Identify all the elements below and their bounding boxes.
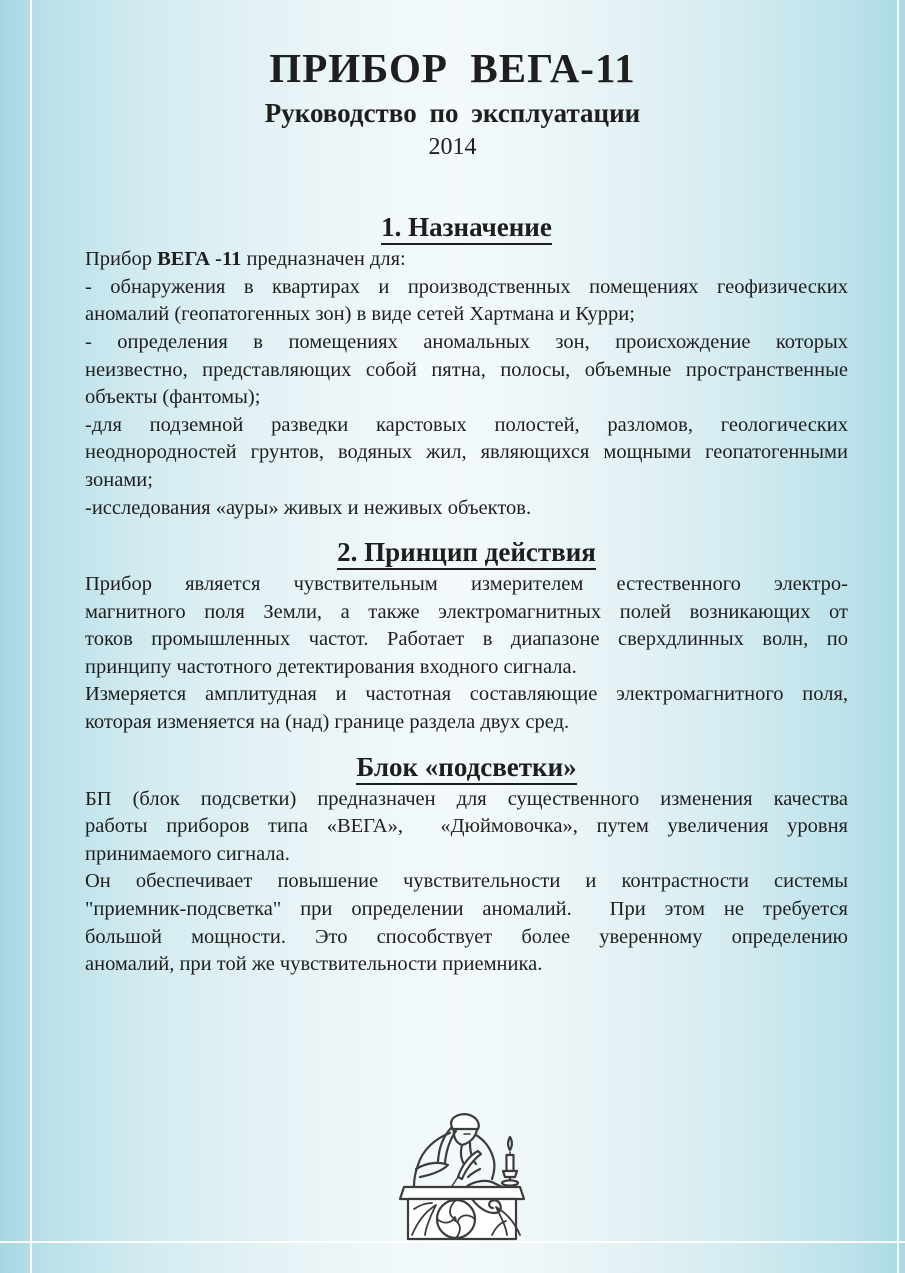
section-backlight-unit	[85, 752, 848, 979]
body-line: неоднородностей грунтов, водяных жил, являющихся мощными геопатогенными	[85, 441, 848, 464]
body-line: аномалий (геопатогенных зон) в виде сетей Хартмана и Курри;	[85, 303, 635, 326]
body-line: аномалий, при той же чувствительности приемника.	[85, 953, 543, 976]
frame-line-left	[30, 0, 32, 1273]
body-line: магнитного поля Земли, а также электромагнитных полей возникающих от	[85, 600, 848, 623]
scribe-illustration	[392, 1107, 542, 1247]
body-line: объекты (фантомы);	[85, 386, 261, 409]
body-line: БП (блок подсветки) предназначен для существенного изменения качества	[85, 787, 848, 810]
body-line: - определения в помещениях аномальных зон, происхождение которых	[85, 330, 848, 353]
body-line: работы приборов типа «ВЕГА», «Дюймовочка», путем увеличения уровня	[85, 815, 848, 838]
paragraph	[85, 681, 848, 736]
paragraph	[85, 495, 848, 523]
intro-line	[85, 248, 406, 270]
body-line: большой мощности. Это способствует более уверенному определению	[85, 925, 848, 948]
body-line: -для подземной разведки карстовых полостей, разломов, геологических	[85, 413, 848, 436]
page-year: 2014	[428, 133, 477, 160]
body-line: Измеряется амплитудная и частотная составляющие электромагнитного поля,	[85, 683, 848, 706]
section-heading-text: 2. Принцип действия	[337, 537, 596, 570]
section-heading-text: Блок «подсветки»	[356, 752, 576, 785]
body-line: зонами;	[85, 468, 153, 491]
document-header	[0, 0, 905, 160]
body-line: неизвестно, представляющих собой пятна, полосы, объемные пространственные	[85, 358, 848, 381]
device-name-bold: ВЕГА -11	[157, 248, 242, 271]
paragraph	[85, 246, 848, 274]
paragraph	[85, 868, 848, 978]
section-purpose	[85, 212, 848, 522]
paragraph	[85, 571, 848, 681]
frame-line-bottom	[0, 1241, 905, 1243]
section-principle	[85, 537, 848, 737]
frame-line-right	[897, 0, 899, 1273]
page-subtitle: Руководство по эксплуатации	[264, 98, 641, 129]
body-line: -исследования «ауры» живых и неживых объектов.	[85, 496, 532, 519]
paragraph	[85, 274, 848, 329]
paragraph	[85, 412, 848, 495]
body-line: Прибор является чувствительным измерителем естественного электро-	[85, 573, 848, 596]
page-title: ПРИБОР ВЕГА-11	[269, 45, 636, 91]
section-heading-backlight	[85, 752, 848, 782]
body-line: принципу частотного детектирования входного сигнала.	[85, 655, 577, 678]
section-heading-text: 1. Назначение	[381, 212, 552, 245]
body-line: "приемник-подсветка" при определении аномалий. При этом не требуется	[85, 898, 848, 921]
body-line: - обнаружения в квартирах и производственных помещениях геофизических	[85, 275, 848, 298]
document-body	[85, 212, 848, 1247]
section-heading-principle	[85, 537, 848, 567]
body-line: Он обеспечивает повышение чувствительности и контрастности системы	[85, 870, 848, 893]
body-line: принимаемого сигнала.	[85, 842, 290, 865]
body-line: токов промышленных частот. Работает в диапазоне сверхдлинных волн, по	[85, 628, 848, 651]
body-line: которая изменяется на (над) границе раздела двух сред.	[85, 711, 570, 734]
intro-prefix: Прибор	[85, 248, 158, 271]
section-heading-purpose	[85, 212, 848, 242]
intro-suffix: предназначен для:	[241, 248, 406, 271]
paragraph	[85, 329, 848, 412]
scribe-writing-icon	[392, 1107, 542, 1247]
paragraph	[85, 786, 848, 869]
